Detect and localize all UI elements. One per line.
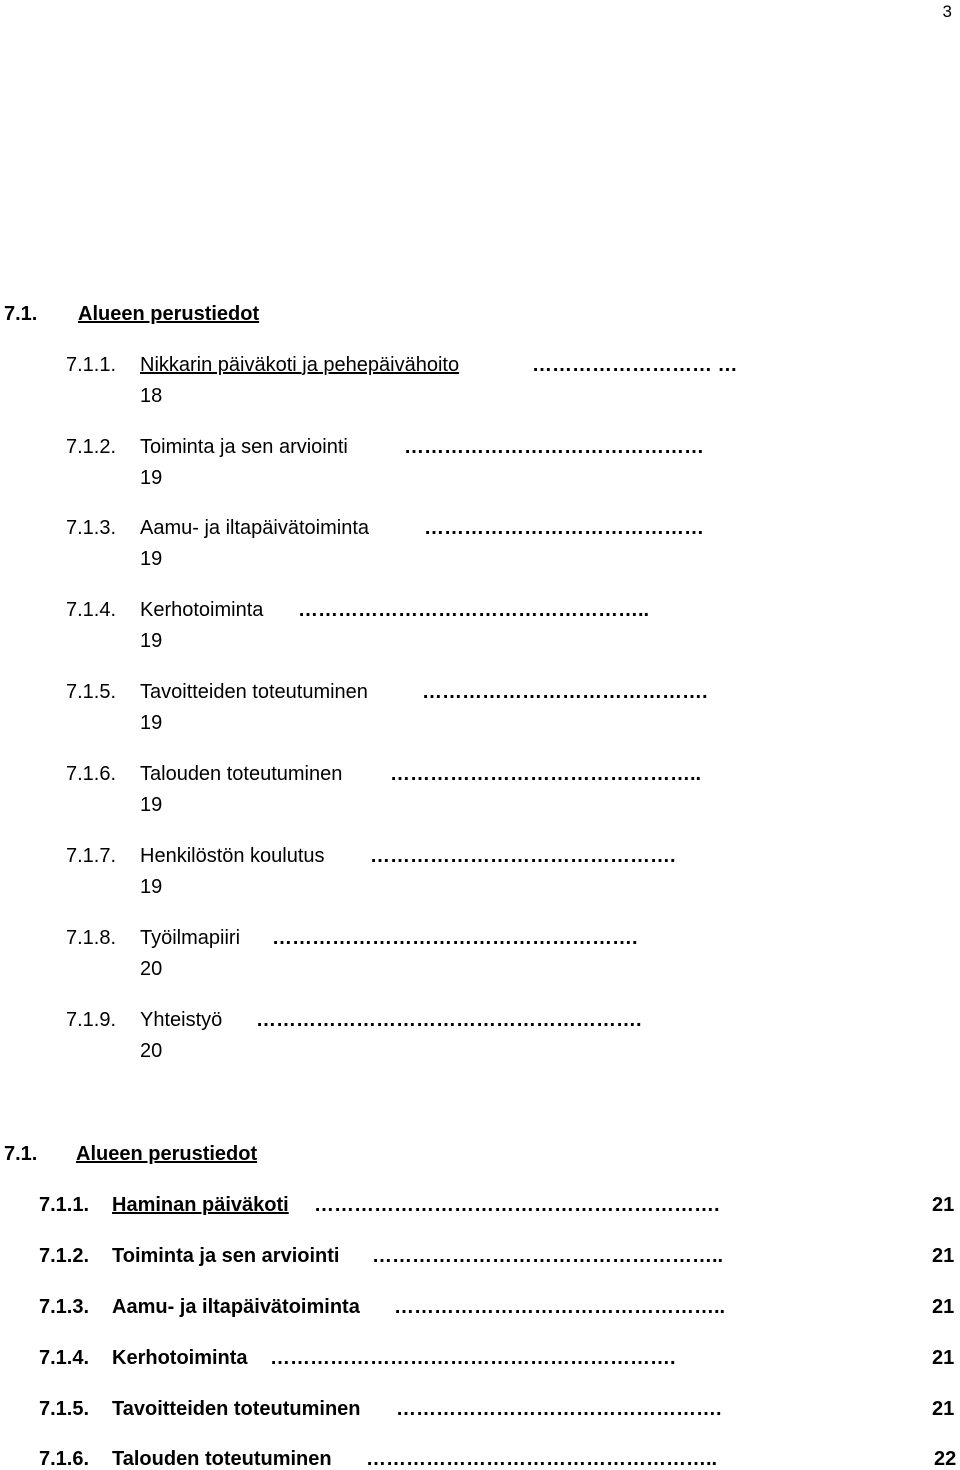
- toc-entry[interactable]: [39, 1195, 289, 1215]
- toc-entry-leader: ……………………………………………….: [272, 928, 638, 948]
- toc-entry-page: 21: [932, 1296, 955, 1318]
- toc-entry-number: 7.1.8.: [66, 927, 117, 949]
- toc-entry-page: 19: [140, 548, 163, 570]
- toc-entry-number: 7.1.2.: [39, 1245, 90, 1267]
- toc-entry-leader: …………………………………………………….: [270, 1348, 676, 1368]
- toc-entry[interactable]: [66, 1010, 222, 1030]
- toc-entry-number: 7.1.9.: [66, 1009, 117, 1031]
- toc-entry-number: 7.1.5.: [66, 681, 117, 703]
- toc-entry-leader: ……………………………………: [424, 518, 704, 538]
- toc-entry-leader: ……………………………………………..: [366, 1449, 718, 1469]
- toc-entry-page: 21: [932, 1245, 955, 1267]
- toc-entry[interactable]: [39, 1348, 248, 1368]
- toc-entry-number: 7.1.6.: [39, 1448, 90, 1470]
- toc-entry-title: Henkilöstön koulutus: [140, 845, 325, 867]
- toc-entry-page: 21: [932, 1398, 955, 1420]
- toc-entry-page: 19: [140, 876, 163, 898]
- toc-entry-page: 19: [140, 794, 163, 816]
- toc-entry[interactable]: [66, 437, 348, 457]
- toc-entry-title: Yhteistyö: [140, 1009, 223, 1031]
- toc-entry-leader: ……………………… …: [532, 355, 738, 375]
- toc-entry[interactable]: [66, 846, 325, 866]
- toc-entry-leader: …………………………………………..: [394, 1297, 726, 1317]
- toc-entry[interactable]: [66, 355, 459, 375]
- toc-entry-title: Toiminta ja sen arviointi: [112, 1245, 340, 1267]
- toc-entry-leader: ………………………………………: [404, 437, 704, 457]
- toc-entry-leader: …………………………………………………….: [314, 1195, 720, 1215]
- toc-entry-leader: ……………………………………………..: [372, 1246, 724, 1266]
- toc-heading[interactable]: [4, 304, 259, 324]
- toc-entry-number: 7.1.4.: [66, 599, 117, 621]
- toc-entry-title: Tavoitteiden toteutuminen: [112, 1398, 361, 1420]
- toc-entry[interactable]: [39, 1246, 339, 1266]
- toc-entry[interactable]: [66, 682, 368, 702]
- toc-heading[interactable]: [4, 1144, 257, 1164]
- toc-entry-title: Talouden toteutuminen: [112, 1448, 332, 1470]
- toc-entry-leader: ………………………………………..: [390, 764, 702, 784]
- toc-entry-page: 21: [932, 1194, 955, 1216]
- toc-entry-page: 19: [140, 712, 163, 734]
- toc-entry-title: Kerhotoiminta: [140, 599, 264, 621]
- toc-entry[interactable]: [39, 1399, 361, 1419]
- toc-entry-number: 7.1.4.: [39, 1347, 90, 1369]
- toc-entry-page: 20: [140, 1040, 163, 1062]
- toc-entry-title: Kerhotoiminta: [112, 1347, 248, 1369]
- toc-entry[interactable]: [66, 518, 369, 538]
- toc-entry-page: 21: [932, 1347, 955, 1369]
- toc-entry[interactable]: [39, 1449, 332, 1469]
- toc-entry-leader: ……………………………………….: [370, 846, 676, 866]
- toc-entry[interactable]: [66, 600, 263, 620]
- toc-entry-number: 7.1.3.: [66, 517, 117, 539]
- toc-entry-title: Toiminta ja sen arviointi: [140, 436, 348, 458]
- toc-entry-leader: …………………………………….: [422, 682, 708, 702]
- toc-entry-number: 7.1.7.: [66, 845, 117, 867]
- toc-entry-page: 22: [934, 1448, 957, 1470]
- toc-heading-number: 7.1.: [4, 303, 38, 325]
- toc-entry-page: 19: [140, 467, 163, 489]
- toc-entry-title: Nikkarin päiväkoti ja pehepäivähoito: [140, 354, 460, 376]
- toc-entry-number: 7.1.5.: [39, 1398, 90, 1420]
- toc-entry-title: Aamu- ja iltapäivätoiminta: [112, 1296, 360, 1318]
- toc-heading-title: Alueen perustiedot: [76, 1143, 258, 1165]
- toc-entry-page: 18: [140, 385, 163, 407]
- toc-entry-number: 7.1.1.: [39, 1194, 90, 1216]
- toc-entry-title: Tavoitteiden toteutuminen: [140, 681, 368, 703]
- toc-entry-number: 7.1.3.: [39, 1296, 90, 1318]
- toc-entry-leader: ……………………………………………..: [298, 600, 650, 620]
- toc-entry-number: 7.1.2.: [66, 436, 117, 458]
- toc-entry-leader: ………………………………………….: [396, 1399, 722, 1419]
- toc-entry-leader: ………………………………………………….: [256, 1010, 642, 1030]
- toc-entry-title: Aamu- ja iltapäivätoiminta: [140, 517, 369, 539]
- toc-entry-page: 20: [140, 958, 163, 980]
- toc-entry-title: Haminan päiväkoti: [112, 1194, 289, 1216]
- toc-heading-title: Alueen perustiedot: [78, 303, 260, 325]
- toc-entry[interactable]: [66, 928, 240, 948]
- toc-entry[interactable]: [66, 764, 342, 784]
- toc-heading-number: 7.1.: [4, 1143, 38, 1165]
- toc-entry[interactable]: [39, 1297, 360, 1317]
- toc-entry-title: Työilmapiiri: [140, 927, 241, 949]
- toc-entry-number: 7.1.1.: [66, 354, 117, 376]
- page-number: 3: [942, 2, 952, 21]
- toc-entry-number: 7.1.6.: [66, 763, 117, 785]
- toc-entry-page: 19: [140, 630, 163, 652]
- toc-entry-title: Talouden toteutuminen: [140, 763, 343, 785]
